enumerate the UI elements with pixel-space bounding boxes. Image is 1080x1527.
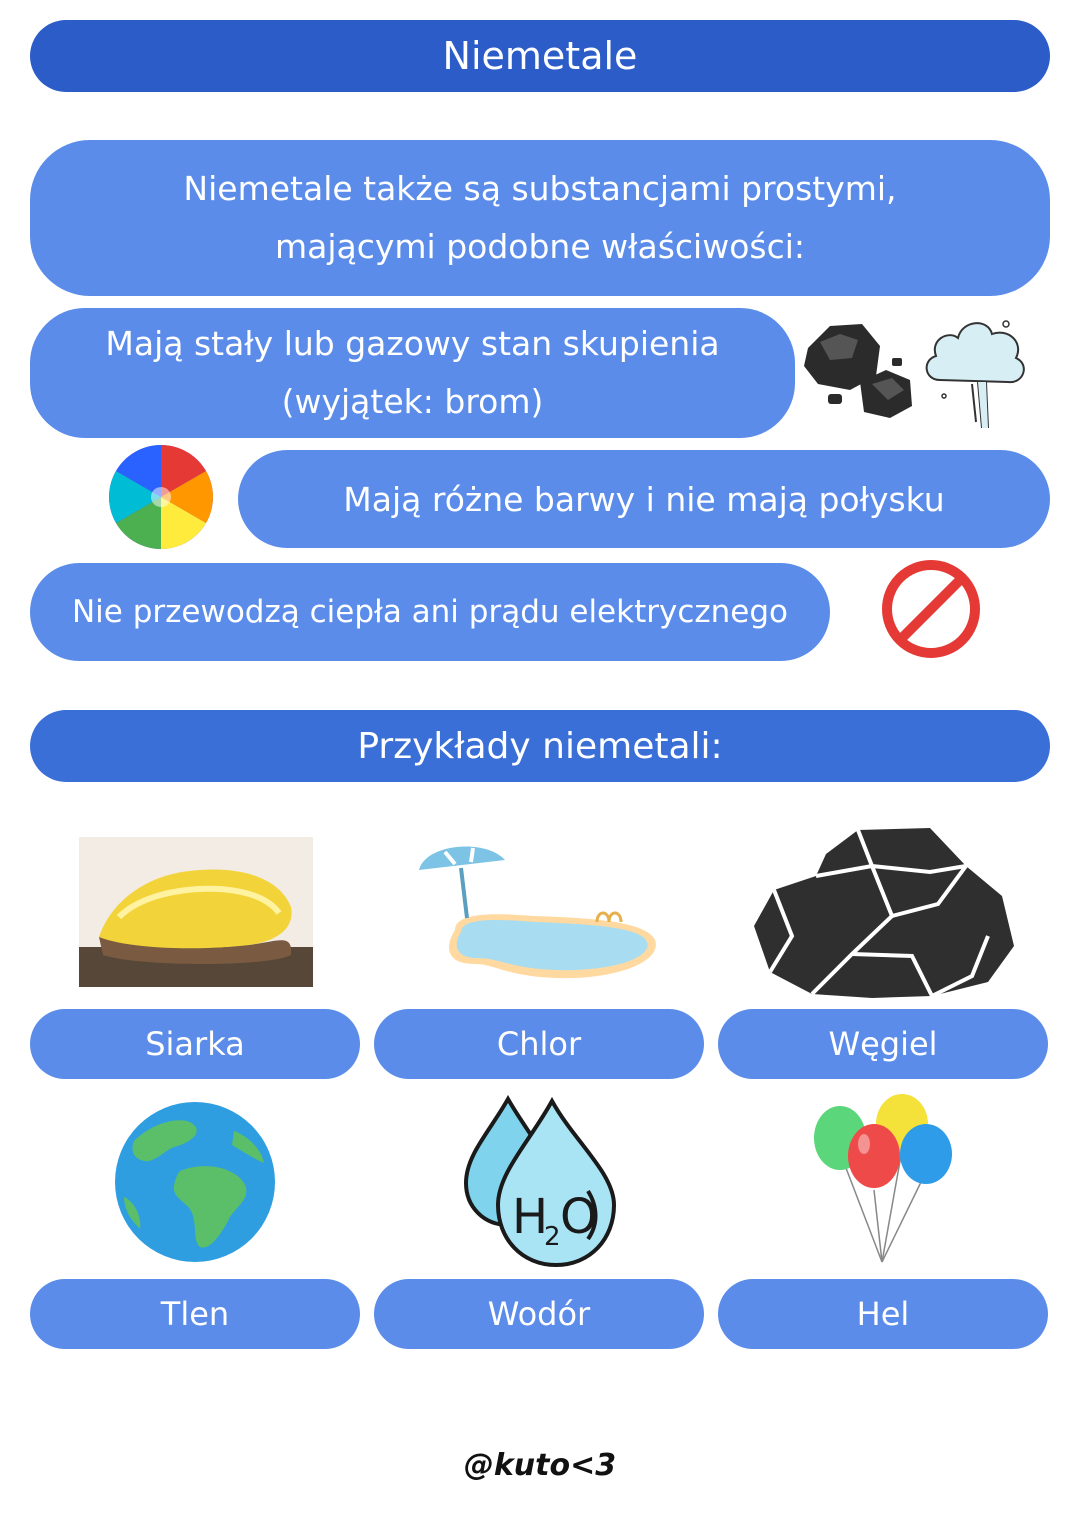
property-conduct bbox=[30, 563, 830, 661]
example-label-hel bbox=[718, 1279, 1048, 1349]
example-label-text: Siarka bbox=[145, 1025, 245, 1063]
example-label-text: Hel bbox=[856, 1295, 910, 1333]
color-wheel-icon bbox=[106, 442, 216, 552]
example-label-text: Tlen bbox=[160, 1295, 230, 1333]
examples-header bbox=[30, 710, 1050, 782]
page-title bbox=[30, 20, 1050, 92]
example-label-text: Wodór bbox=[487, 1295, 591, 1333]
example-label-wegiel bbox=[718, 1009, 1048, 1079]
property-state-line-2: (wyjątek: brom) bbox=[281, 382, 544, 421]
pool-icon bbox=[415, 840, 665, 990]
examples-header-text: Przykłady niemetali: bbox=[357, 725, 723, 767]
property-state bbox=[30, 308, 795, 438]
h2o-h: H bbox=[512, 1189, 549, 1245]
property-state-line-1: Mają stały lub gazowy stan skupienia bbox=[105, 324, 720, 363]
property-colors bbox=[238, 450, 1050, 548]
example-label-siarka bbox=[30, 1009, 360, 1079]
h2o-o: O bbox=[560, 1189, 598, 1245]
prohibition-icon bbox=[880, 558, 982, 660]
coal-icon bbox=[752, 826, 1016, 1000]
earth-icon bbox=[114, 1101, 276, 1263]
water-drops-icon bbox=[460, 1095, 620, 1270]
balloons-icon bbox=[810, 1094, 960, 1266]
example-label-wodor bbox=[374, 1279, 704, 1349]
intro-line-1: Niemetale także są substancjami prostymi, bbox=[183, 169, 897, 208]
steam-cloud-icon bbox=[920, 310, 1030, 435]
example-label-chlor bbox=[374, 1009, 704, 1079]
author-signature: @kuto<3 bbox=[463, 1448, 617, 1483]
example-label-tlen bbox=[30, 1279, 360, 1349]
property-conduct-text: Nie przewodzą ciepła ani prądu elektrycznego bbox=[71, 594, 789, 630]
h2o-sub: 2 bbox=[544, 1222, 561, 1252]
example-label-text: Chlor bbox=[496, 1025, 582, 1063]
example-label-text: Węgiel bbox=[828, 1025, 938, 1063]
sulfur-photo bbox=[79, 837, 313, 987]
intro-box bbox=[30, 140, 1050, 296]
coal-lumps-icon bbox=[800, 318, 920, 428]
intro-line-2: mającymi podobne właściwości: bbox=[274, 227, 806, 266]
property-colors-text: Mają różne barwy i nie mają połysku bbox=[343, 479, 945, 519]
page-title-text: Niemetale bbox=[442, 34, 638, 78]
